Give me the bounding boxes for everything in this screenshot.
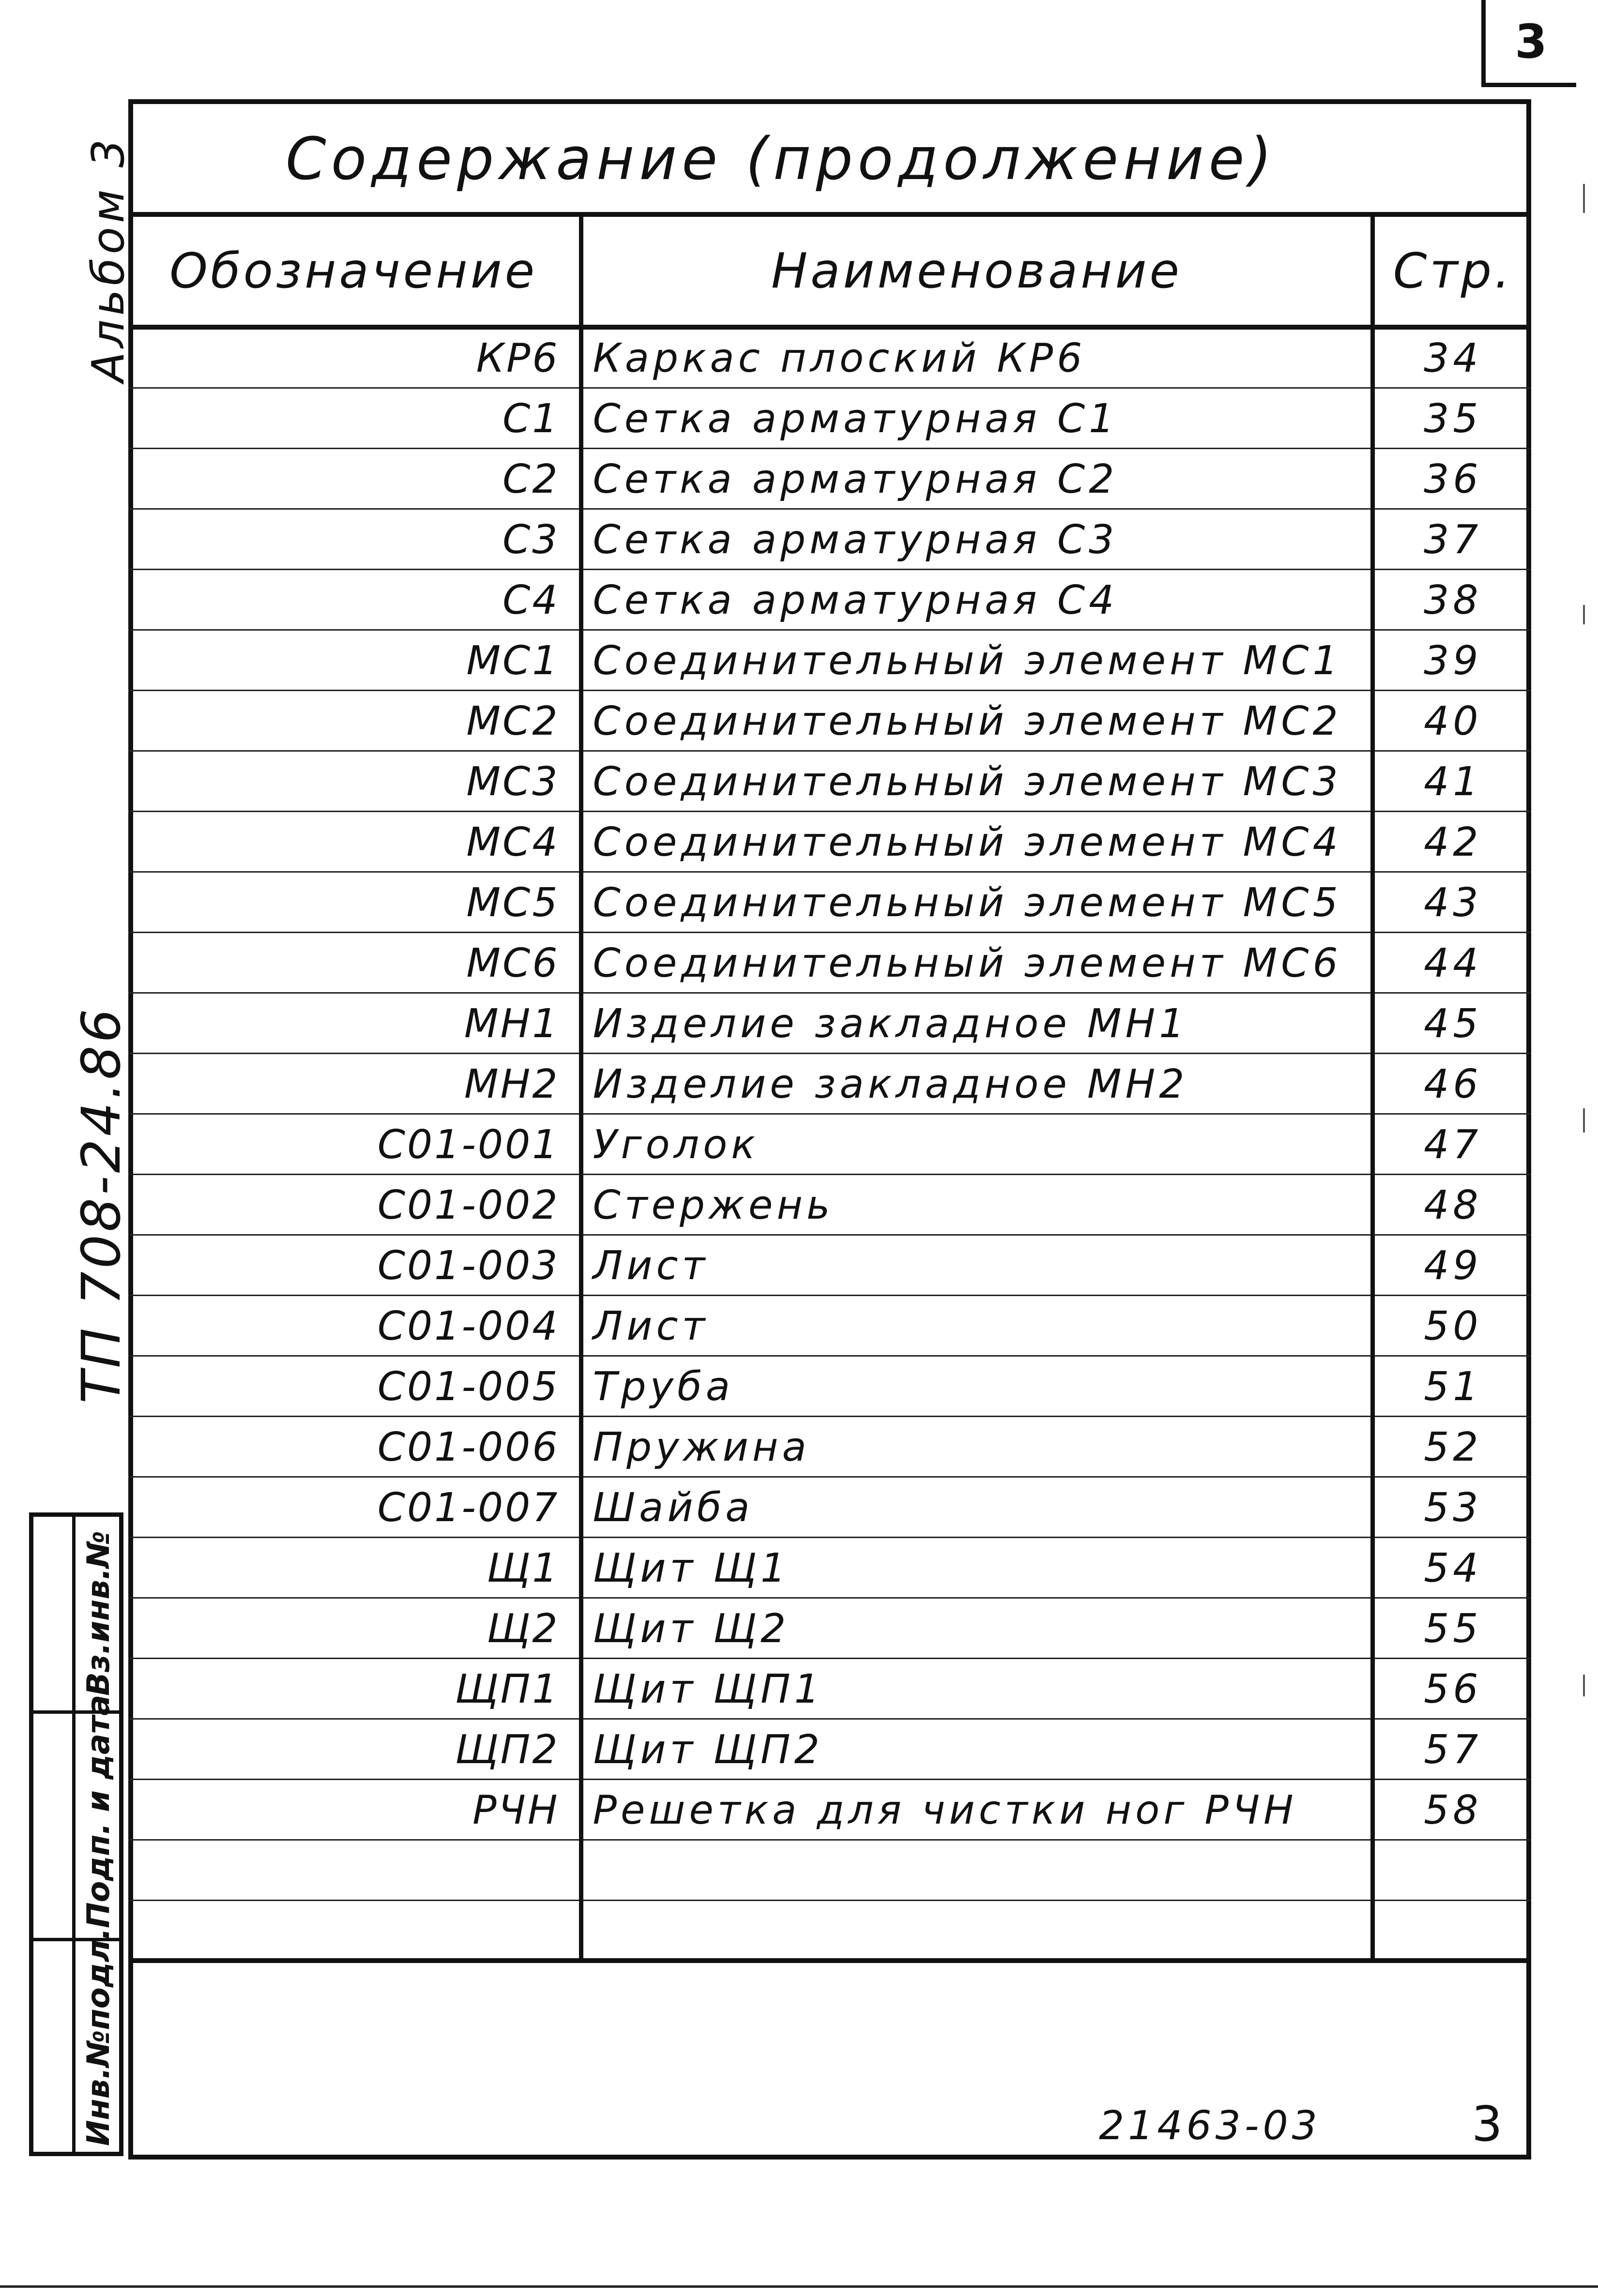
table-row [128,509,1531,569]
row-page: 55 [1372,1598,1531,1658]
table-row [128,1537,1531,1598]
row-designation [128,1840,581,1900]
table-row [128,1053,1531,1114]
row-designation: С01-002 [128,1174,581,1235]
page-number: 3 [1515,14,1547,69]
row-page: 41 [1372,751,1531,811]
row-designation: МН2 [128,1053,581,1114]
table-row [128,1416,1531,1477]
row-page: 49 [1372,1235,1531,1295]
row-page: 40 [1372,690,1531,751]
table-row [128,1658,1531,1719]
table-row [128,1719,1531,1779]
table-row [128,932,1531,993]
row-name: Шайба [581,1477,1372,1537]
table-row [128,872,1531,932]
row-designation: С1 [128,388,581,448]
scan-mark [1583,1675,1585,1696]
table-row [128,1840,1531,1900]
sheet-number: 3 [1472,2096,1503,2152]
stamp-sign-date: Подп. и дата [81,1694,117,1928]
row-designation: С01-003 [128,1235,581,1295]
row-page: 35 [1372,388,1531,448]
document-number: 21463-03 [1099,2103,1321,2149]
row-designation: С01-006 [128,1416,581,1477]
table-row [128,569,1531,630]
row-page: 44 [1372,932,1531,993]
row-page: 52 [1372,1416,1531,1477]
row-name: Уголок [581,1114,1372,1174]
row-designation: МС5 [128,872,581,932]
row-page: 53 [1372,1477,1531,1537]
row-designation: С01-007 [128,1477,581,1537]
row-designation: Щ1 [128,1537,581,1598]
scan-mark [1583,605,1585,624]
table-row [128,1598,1531,1658]
row-page: 37 [1372,509,1531,569]
scan-mark [1583,1108,1585,1133]
row-page: 47 [1372,1114,1531,1174]
row-designation: Щ2 [128,1598,581,1658]
row-page: 50 [1372,1295,1531,1356]
row-name: Лист [581,1235,1372,1295]
row-page: 54 [1372,1537,1531,1598]
table-row [128,448,1531,509]
row-designation: С2 [128,448,581,509]
row-name: Соединительный элемент МС4 [581,811,1372,872]
row-name: Сетка арматурная С1 [581,388,1372,448]
table-row [128,1900,1531,1961]
row-name: Лист [581,1295,1372,1356]
row-page: 39 [1372,630,1531,690]
stamp-inv-original: Инв.№подл. [81,1928,117,2146]
row-page [1372,1840,1531,1900]
row-page: 58 [1372,1779,1531,1840]
row-designation: МС3 [128,751,581,811]
row-name: Соединительный элемент МС1 [581,630,1372,690]
row-designation: ЩП1 [128,1658,581,1719]
row-name: Сетка арматурная С2 [581,448,1372,509]
page-title: Содержание (продолжение) [286,126,1277,193]
row-name: Щит ЩП1 [581,1658,1372,1719]
series-label: ТП 708-24.86 [70,1006,132,1404]
row-designation: МС4 [128,811,581,872]
row-designation: С01-005 [128,1356,581,1416]
row-name: Труба [581,1356,1372,1416]
table-row [128,1114,1531,1174]
table-row [128,690,1531,751]
approval-stamp [29,1512,123,2156]
row-name: Каркас плоский КР6 [581,327,1372,388]
row-designation: ЩП2 [128,1719,581,1779]
row-designation [128,1900,581,1961]
table-row [128,1779,1531,1840]
row-name: Щит Щ1 [581,1537,1372,1598]
row-name: Соединительный элемент МС3 [581,751,1372,811]
row-page: 56 [1372,1658,1531,1719]
row-page: 48 [1372,1174,1531,1235]
row-name: Соединительный элемент МС6 [581,932,1372,993]
album-label: Альбом 3 [82,135,134,382]
row-designation: МС6 [128,932,581,993]
row-designation: С01-001 [128,1114,581,1174]
table-header-row [128,214,1531,327]
row-page: 43 [1372,872,1531,932]
row-name: Сетка арматурная С4 [581,569,1372,630]
row-name: Соединительный элемент МС5 [581,872,1372,932]
row-name: Пружина [581,1416,1372,1477]
row-designation: МС2 [128,690,581,751]
row-name [581,1840,1372,1900]
row-page: 51 [1372,1356,1531,1416]
row-name [581,1900,1372,1961]
header-name: Наименование [581,214,1372,327]
header-designation: Обозначение [128,214,581,327]
table-row [128,811,1531,872]
row-designation: С3 [128,509,581,569]
row-name: Стержень [581,1174,1372,1235]
row-page: 36 [1372,448,1531,509]
row-page: 46 [1372,1053,1531,1114]
table-row [128,1235,1531,1295]
stamp-inv-replace: Вз.инв.№ [81,1530,117,1696]
row-name: Щит Щ2 [581,1598,1372,1658]
table-row [128,388,1531,448]
row-name: Щит ЩП2 [581,1719,1372,1779]
row-page: 34 [1372,327,1531,388]
row-page: 38 [1372,569,1531,630]
row-page [1372,1900,1531,1961]
scan-mark [1583,184,1585,213]
row-designation: РЧН [128,1779,581,1840]
row-page: 45 [1372,993,1531,1053]
row-name: Решетка для чистки ног РЧН [581,1779,1372,1840]
contents-table [128,212,1531,1963]
row-page: 42 [1372,811,1531,872]
row-designation: С4 [128,569,581,630]
row-name: Изделие закладное МН2 [581,1053,1372,1114]
table-row [128,993,1531,1053]
row-designation: С01-004 [128,1295,581,1356]
row-name: Сетка арматурная С3 [581,509,1372,569]
row-designation: МС1 [128,630,581,690]
page-number-box [1481,0,1576,87]
header-page: Стр. [1372,214,1531,327]
row-designation: МН1 [128,993,581,1053]
table-row [128,1477,1531,1537]
row-name: Соединительный элемент МС2 [581,690,1372,751]
table-row [128,1295,1531,1356]
row-page: 57 [1372,1719,1531,1779]
table-row [128,751,1531,811]
row-name: Изделие закладное МН1 [581,993,1372,1053]
bottom-edge-line [0,2285,1598,2288]
table-row [128,630,1531,690]
row-designation: КР6 [128,327,581,388]
table-row [128,327,1531,388]
table-row [128,1356,1531,1416]
table-row [128,1174,1531,1235]
